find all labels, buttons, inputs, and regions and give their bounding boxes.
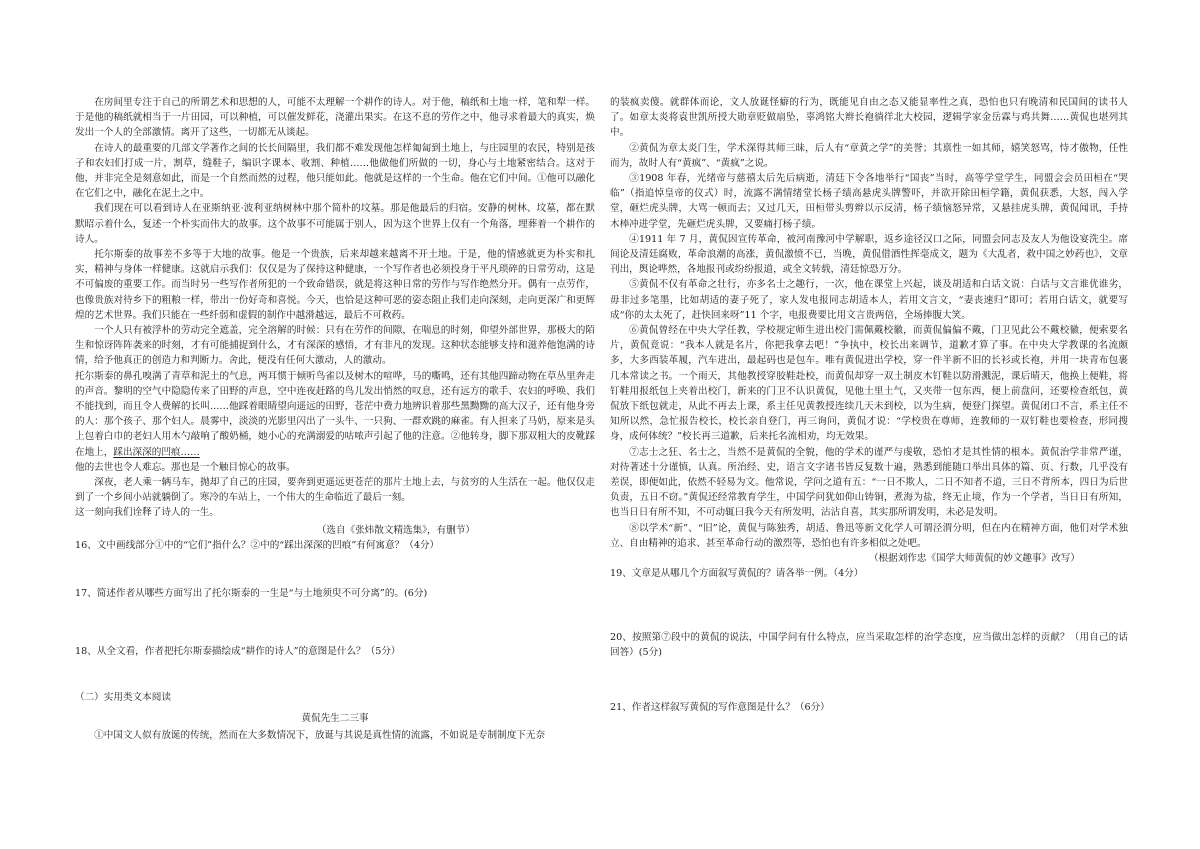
right-column [610, 95, 1128, 715]
paragraph: ①中国文人似有放诞的传统，然而在大多数情况下，放诞与其说是真性情的流露，不如说是专制制度下无奈 [94, 729, 546, 741]
section-heading: （二）实用类文本阅读 [75, 691, 171, 703]
paragraph: 这一刻向我们诠释了诗人的一生。 [75, 507, 219, 519]
paragraph-text: 托尔斯泰的鼻孔嗅满了青草和泥土的气息，两耳惯于倾听鸟雀以及树木的喧哗，马的嘶鸣，还有其他四蹄动物在草丛里奔走的声音。黎明的空气中隐隐传来了田野的声息，空中连夜赶路的鸟儿发出悄然的叹息，还有远方的歌手、农妇的呼唤、我们不能找到，而且令人费解的长叫……他踩着眼睛望向遥远的田野，苍茫中费力地辨识着那些黑黝黝的高大汉子，还有他身旁的人：那个孩子、那个妇人。晨雾中，淡淡的光影里闪出了一头牛、一只狗、一群欢跳的麻雀。有人担来了马奶，原来是头上包着白巾的老妇人用木勺敲响了酸奶桶，她小心的充满溺爱的咕哝声引起了他的注意。②他转身，脚下那双粗大的皮靴踩在地上， [75, 370, 595, 458]
paragraph: 的装疯卖傻。就群体而论，文人放诞怪癖的行为，既能见自由之态又能显率性之真，恐怕也只有晚清和民国间的读书人了。如章太炎将袁世凯所授大勋章贬做扇坠，辜鸿铭大辫长袍徜徉北大校园，逻辑学家金岳霖与鸡共舞……黄侃也堪列其中。 [610, 97, 1128, 139]
paragraph: 他的去世也令人难忘。那也是一个触目惊心的故事。 [75, 461, 296, 473]
question-20: 20、按照第⑦段中的黄侃的说法，中国学问有什么特点，应当采取怎样的治学态度，应当做出怎样的贡献？（用自己的话回答）(5分) [610, 631, 1128, 658]
paragraph: 一个人只有被浮朴的劳动完全遮盖，完全溶解的时候：只有在劳作的间隙，在喘息的时刻，仰望外部世界，那极大的陌生和惊讶阵阵袭来的时刻，才有可能捕捉到什么，才有深深的感悟，才有非凡的发现。这种状态能够支持和滋养他饱满的诗情，给予他真正的创造力和判断力。舍此，便没有任何大激动，人的激动。 [75, 325, 595, 367]
paragraph: ⑦志士之狂、名士之，当然不是黄侃的全貌，他的学术的谨严与虔敬，恐怕才是其性情的根本。黄侃治学非常严谨，对待著述十分谨慎，认真。所治经、史，语言文字诸书皆反复数十遍，熟悉到能随口举出具体的篇、页、行数，几乎没有差误，即便如此，依然不轻易为文。他常说，学问之道有五：“一日不欺人，二日不知者不道，三日不背所本，四日为后世负责，五日不窃。”黄侃还经常教育学生，中国学问犹如仰山铸铜，煮海为盐，终无止境，作为一个学者，当日日有所知，也当日日有所不知，不可动辄曰我今天有所发明，沾沾自喜，其实那所谓发明，未必是发明。 [610, 446, 1128, 519]
paragraph-with-underline [75, 369, 595, 460]
left-column [75, 95, 595, 743]
paragraph: 在房间里专注于自己的所谓艺术和思想的人，可能不太理解一个耕作的诗人。对于他，稿纸和土地一样，笔和犁一样。于是他的稿纸就相当于一片田园，可以种植，可以催发鲜花，浇灌出果实。在这不息的劳作之中，他寻求着最大的真实，焕发出一个人的全部激情。离开了这些，一切都无从谈起。 [75, 97, 595, 139]
question-18: 18、从全文看，作者把托尔斯泰描绘成“耕作的诗人”的意图是什么？（5分） [75, 646, 401, 658]
question-19: 19、文章是从哪几个方面叙写黄侃的？请各举一例。（4分） [610, 568, 864, 580]
paragraph: ②黄侃为章太炎门生，学术深得其师三昧，后人有“章黄之学”的美誉；其禀性一如其师，嬉笑怒骂，恃才傲物，任性而为，故时人有“黄疯”、“黄疯”之说。 [610, 142, 1128, 169]
paragraph: 我们现在可以看到诗人在亚斯纳亚·波利亚纳树林中那个简朴的坟墓。那是他最后的归宿。安静的树林、坟墓，都在默默昭示着什么，复述一个朴实而伟大的故事。这个故事不可能属于别人，因为这个世界上仅有一个角落，埋葬着一个耕作的诗人。 [75, 203, 595, 245]
underlined-phrase: 踩出深深的凹痕…… [113, 446, 200, 458]
paragraph: ⑥黄侃曾经在中央大学任教，学校规定师生进出校门需佩戴校徽，而黄侃偏偏不戴，门卫见此公不戴校徽，便索要名片，黄侃竟说：“我本人就是名片，你把我拿去吧！”争执中，校长出来调节，道歉才算了事。在中央大学教课的名流颇多，大多西装革履，汽车进出，最起码也是包车。唯有黄侃进出学校，穿一件半新不旧的长衫或长袍，并用一块青布包裹几本常读之书。一个雨天，其他教授穿胶鞋赴校，而黄侃却穿一双土制皮木钉鞋以防滑溅泥，课后晴天，他换上便鞋，将钉鞋用报纸包上夹着出校门，新来的门卫不认识黄侃，见他土里土气，又夹带一包东西，便上前盘问，还要检查纸包，黄侃放下纸包就走，从此不再去上课，系主任见黄教授连续几天未到校，以为生病，便登门探望。黄侃闭口不言，系主任不知所以然，急忙报告校长，校长亲自登门，再三询问，黄侃才说：“学校贵在尊师，连教师的一双钉鞋也要检查，形同搜身，成何体统？”校长再三道歉，后来托名流相劝，均无效果。 [610, 325, 1128, 443]
question-21: 21、作者这样叙写黄侃的写作意图是什么？（6分） [610, 701, 830, 713]
paragraph: ③1908 年春，光绪帝与慈禧太后先后病逝，清廷下令各地举行“国丧”当时，高等学堂学生，同盟会会员田桓在“哭临”（指追悼皇帝的仪式）时，流露不满情绪堂长杨子绩高悬虎头牌警吓，并欲开除田桓学籍，黄侃获悉，大怒，闯入学堂，砸烂虎头牌，大骂一顿而去；又过几天，田桓带头剪辫以示反清，杨子绩恼怒异常，又悬挂虎头牌，黄侃闻讯，手持木棒冲进学堂，先砸烂虎头牌，又要痛打杨子绩。 [610, 173, 1128, 230]
paragraph: 深夜，老人乘一辆马车，抛却了自己的庄园，要奔到更遥远更苍茫的那片土地上去，与贫穷的人生活在一起。他仅仅走到了一个乡间小站就躺倒了。寒冷的车站上，一个伟大的生命临近了最后一刻。 [75, 477, 595, 504]
source-citation: （根据刘作忠《国学大师黄侃的妙文趣事》改写） [868, 553, 1080, 565]
paragraph: ④1911 年 7 月，黄侃因宣传革命，被河南豫河中学解职，返乡途径汉口之际，同盟会同志及友人为他设宴洗尘。席间论及清廷腐败，革命浪潮的高涨，黄侃激愤不已，当晚，黄侃借酒性挥毫成文，题为《大乱者，救中国之妙药也》，文章刊出，舆论哗然，各地报刊或纷纷报道，或全文转载，清廷惊恐万分。 [610, 233, 1128, 276]
question-16: 16、文中画线部分①中的“它们”指什么？②中的“踩出深深的凹痕”有何寓意？（4分） [75, 539, 440, 551]
source-citation: （选自《张炜散文精选集》，有删节） [316, 524, 475, 536]
question-17: 17、简述作者从哪些方面写出了托尔斯泰的一生是“与土地须臾不可分离”的。(6分) [75, 588, 428, 600]
paragraph: 托尔斯泰的故事差不多等于大地的故事。他是一个贵族，后来却越来越离不开土地。于是，他的情感就更为朴实和扎实，精神与身体一样健康。这就启示我们：仅仅是为了保持这种健康，一个写作者也必须投身于平凡琐碎的日常劳动，这是不可偏废的重要工作。而当时另一些写作者所犯的一个致命错误，就是将这种日常的劳作与写作绝然分开。偶有一点劳作，也像贵族对待乡下的粗粮一样，带出一份好奇和喜悦。今天，也恰是这种可恶的姿态阻止我们走向深刻，走向更深广和更辉煌的艺术世界。我们只能在一些纤弱和虚假的制作中越滑越远，最后不可救药。 [75, 249, 595, 321]
article-title: 黄侃先生二三事 [301, 712, 369, 724]
paragraph: ⑤黄侃不仅有革命之壮行，亦多名士之趣行，一次，他在课堂上兴起，谈及胡适和白话文说：白话与文言谁优谁劣，毋非过多笔墨，比如胡适的妻子死了，家人发电报同志胡适本人，若用文言文，“妻丧速归”即可；若用白话文，就要写成“你的太太死了，赶快回来呀”11 个字，电报费要比用文言贵两倍，全场捧腹大笑。 [610, 279, 1128, 321]
paragraph: ⑧以学术“新”、“旧”论，黄侃与陈独秀，胡适、鲁迅等新文化学人可谓泾渭分明，但在内在精神方面，他们对学术独立、自由精神的追求、甚至革命行动的激烈等，恐怕也有许多相似之处吧。 [610, 522, 1128, 549]
paragraph: 在诗人的最重要的几部文学著作之间的长长间隔里，我们都不难发现他怎样匍匐到土地上，与庄园里的农民，特别是孩子和农妇们打成一片，割草，缝鞋子，编识字课本、收割、种植……他做他们所做的一切，身心与土地紧密结合。这对于他，并非完全是刻意如此，而是一个自然而然的过程，他只能如此。他就是这样的一个生命。他在它们中间。①他可以融化在它们之中，融化在泥土之中。 [75, 142, 595, 200]
